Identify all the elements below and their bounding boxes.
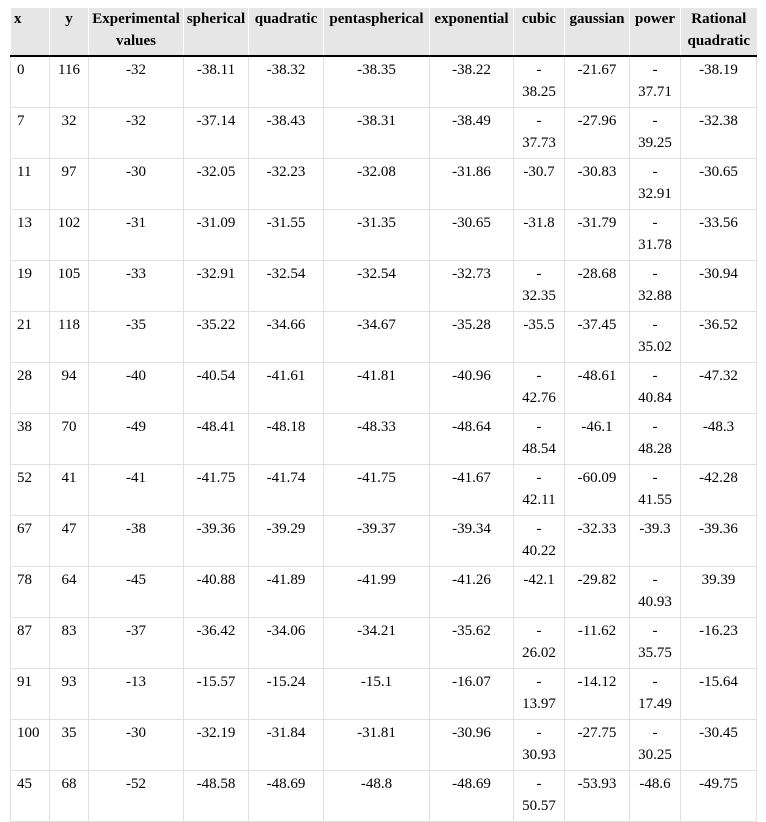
cell-x: 7: [11, 108, 50, 159]
cell-quadratic: -38.43: [249, 108, 324, 159]
cell-exponential: -35.62: [430, 618, 514, 669]
cell-spherical: -32.91: [184, 261, 249, 312]
cell-exponential: -30.96: [430, 720, 514, 771]
cell-cubic: - 26.02: [514, 618, 565, 669]
cell-rational-quadratic: -39.36: [681, 516, 757, 567]
cell-cubic: -42.1: [514, 567, 565, 618]
cell-y: 93: [50, 669, 89, 720]
cell-x: 87: [11, 618, 50, 669]
cell-cubic: - 32.35: [514, 261, 565, 312]
cell-experimental: -13: [89, 669, 184, 720]
cell-spherical: -31.09: [184, 210, 249, 261]
cell-pentaspherical: -48.8: [324, 771, 430, 822]
cell-y: 94: [50, 363, 89, 414]
table-row: [11, 516, 757, 567]
table-row: [11, 567, 757, 618]
table-row: [11, 363, 757, 414]
cell-quadratic: -38.32: [249, 56, 324, 108]
cell-rational-quadratic: -48.3: [681, 414, 757, 465]
table-row: [11, 618, 757, 669]
cell-pentaspherical: -38.31: [324, 108, 430, 159]
cell-pentaspherical: -34.21: [324, 618, 430, 669]
cell-power: - 35.02: [630, 312, 681, 363]
header-exponential: exponential: [430, 8, 514, 56]
cell-rational-quadratic: -30.94: [681, 261, 757, 312]
cell-x: 52: [11, 465, 50, 516]
variogram-comparison-table: [10, 8, 757, 822]
cell-quadratic: -31.55: [249, 210, 324, 261]
cell-experimental: -31: [89, 210, 184, 261]
cell-pentaspherical: -48.33: [324, 414, 430, 465]
header-power: power: [630, 8, 681, 56]
cell-x: 0: [11, 56, 50, 108]
cell-exponential: -48.69: [430, 771, 514, 822]
cell-quadratic: -15.24: [249, 669, 324, 720]
cell-pentaspherical: -32.54: [324, 261, 430, 312]
table-row: [11, 465, 757, 516]
cell-pentaspherical: -31.81: [324, 720, 430, 771]
cell-quadratic: -48.18: [249, 414, 324, 465]
cell-gaussian: -14.12: [565, 669, 630, 720]
cell-power: - 48.28: [630, 414, 681, 465]
cell-cubic: - 40.22: [514, 516, 565, 567]
cell-quadratic: -32.54: [249, 261, 324, 312]
cell-experimental: -52: [89, 771, 184, 822]
cell-power: - 37.71: [630, 56, 681, 108]
cell-quadratic: -34.06: [249, 618, 324, 669]
cell-rational-quadratic: -33.56: [681, 210, 757, 261]
cell-x: 13: [11, 210, 50, 261]
table-row: [11, 108, 757, 159]
cell-power: - 17.49: [630, 669, 681, 720]
cell-y: 97: [50, 159, 89, 210]
cell-exponential: -31.86: [430, 159, 514, 210]
cell-spherical: -40.88: [184, 567, 249, 618]
cell-rational-quadratic: -38.19: [681, 56, 757, 108]
cell-spherical: -48.58: [184, 771, 249, 822]
table-row: [11, 720, 757, 771]
cell-experimental: -45: [89, 567, 184, 618]
cell-gaussian: -27.75: [565, 720, 630, 771]
cell-experimental: -37: [89, 618, 184, 669]
cell-y: 47: [50, 516, 89, 567]
cell-pentaspherical: -39.37: [324, 516, 430, 567]
cell-exponential: -39.34: [430, 516, 514, 567]
cell-gaussian: -53.93: [565, 771, 630, 822]
header-pentaspherical: pentaspherical: [324, 8, 430, 56]
cell-gaussian: -37.45: [565, 312, 630, 363]
cell-spherical: -41.75: [184, 465, 249, 516]
cell-exponential: -40.96: [430, 363, 514, 414]
cell-y: 83: [50, 618, 89, 669]
cell-quadratic: -32.23: [249, 159, 324, 210]
cell-rational-quadratic: -30.65: [681, 159, 757, 210]
cell-experimental: -32: [89, 108, 184, 159]
cell-gaussian: -30.83: [565, 159, 630, 210]
cell-x: 21: [11, 312, 50, 363]
cell-cubic: - 48.54: [514, 414, 565, 465]
cell-experimental: -32: [89, 56, 184, 108]
cell-exponential: -35.28: [430, 312, 514, 363]
cell-x: 19: [11, 261, 50, 312]
cell-rational-quadratic: -36.52: [681, 312, 757, 363]
cell-power: - 41.55: [630, 465, 681, 516]
cell-rational-quadratic: -30.45: [681, 720, 757, 771]
cell-exponential: -16.07: [430, 669, 514, 720]
cell-pentaspherical: -41.99: [324, 567, 430, 618]
cell-rational-quadratic: 39.39: [681, 567, 757, 618]
header-experimental-values: Experimental values: [89, 8, 184, 56]
cell-rational-quadratic: -32.38: [681, 108, 757, 159]
cell-power: - 40.93: [630, 567, 681, 618]
cell-quadratic: -41.61: [249, 363, 324, 414]
cell-spherical: -38.11: [184, 56, 249, 108]
cell-cubic: - 38.25: [514, 56, 565, 108]
cell-rational-quadratic: -16.23: [681, 618, 757, 669]
cell-experimental: -35: [89, 312, 184, 363]
table-row: [11, 669, 757, 720]
cell-x: 67: [11, 516, 50, 567]
cell-y: 68: [50, 771, 89, 822]
cell-y: 32: [50, 108, 89, 159]
header-rational-quadratic: Rational quadratic: [681, 8, 757, 56]
cell-gaussian: -29.82: [565, 567, 630, 618]
cell-power: - 32.91: [630, 159, 681, 210]
cell-power: -48.6: [630, 771, 681, 822]
header-quadratic: quadratic: [249, 8, 324, 56]
cell-rational-quadratic: -49.75: [681, 771, 757, 822]
cell-exponential: -38.49: [430, 108, 514, 159]
cell-quadratic: -41.74: [249, 465, 324, 516]
cell-power: - 32.88: [630, 261, 681, 312]
table-row: [11, 56, 757, 108]
cell-cubic: - 13.97: [514, 669, 565, 720]
cell-quadratic: -31.84: [249, 720, 324, 771]
cell-power: - 39.25: [630, 108, 681, 159]
cell-power: - 31.78: [630, 210, 681, 261]
cell-y: 64: [50, 567, 89, 618]
cell-power: - 35.75: [630, 618, 681, 669]
cell-y: 41: [50, 465, 89, 516]
table-row: [11, 159, 757, 210]
cell-exponential: -32.73: [430, 261, 514, 312]
cell-gaussian: -27.96: [565, 108, 630, 159]
cell-gaussian: -60.09: [565, 465, 630, 516]
cell-experimental: -30: [89, 720, 184, 771]
cell-cubic: - 37.73: [514, 108, 565, 159]
data-table-container: [10, 8, 756, 822]
header-y: y: [50, 8, 89, 56]
cell-pentaspherical: -41.75: [324, 465, 430, 516]
cell-experimental: -30: [89, 159, 184, 210]
cell-exponential: -41.26: [430, 567, 514, 618]
cell-exponential: -48.64: [430, 414, 514, 465]
header-cubic: cubic: [514, 8, 565, 56]
cell-rational-quadratic: -47.32: [681, 363, 757, 414]
cell-y: 105: [50, 261, 89, 312]
cell-spherical: -48.41: [184, 414, 249, 465]
table-row: [11, 312, 757, 363]
cell-experimental: -33: [89, 261, 184, 312]
cell-exponential: -38.22: [430, 56, 514, 108]
cell-spherical: -15.57: [184, 669, 249, 720]
table-row: [11, 414, 757, 465]
cell-pentaspherical: -15.1: [324, 669, 430, 720]
cell-y: 102: [50, 210, 89, 261]
cell-pentaspherical: -38.35: [324, 56, 430, 108]
cell-x: 28: [11, 363, 50, 414]
cell-cubic: - 42.76: [514, 363, 565, 414]
cell-exponential: -30.65: [430, 210, 514, 261]
cell-gaussian: -11.62: [565, 618, 630, 669]
cell-x: 100: [11, 720, 50, 771]
cell-quadratic: -41.89: [249, 567, 324, 618]
header-gaussian: gaussian: [565, 8, 630, 56]
cell-gaussian: -28.68: [565, 261, 630, 312]
cell-cubic: - 30.93: [514, 720, 565, 771]
cell-rational-quadratic: -42.28: [681, 465, 757, 516]
cell-pentaspherical: -31.35: [324, 210, 430, 261]
cell-cubic: - 42.11: [514, 465, 565, 516]
cell-power: -39.3: [630, 516, 681, 567]
header-row: [11, 8, 757, 56]
cell-gaussian: -48.61: [565, 363, 630, 414]
cell-pentaspherical: -34.67: [324, 312, 430, 363]
cell-spherical: -37.14: [184, 108, 249, 159]
header-spherical: spherical: [184, 8, 249, 56]
cell-y: 35: [50, 720, 89, 771]
table-row: [11, 210, 757, 261]
cell-pentaspherical: -41.81: [324, 363, 430, 414]
cell-x: 11: [11, 159, 50, 210]
cell-spherical: -32.05: [184, 159, 249, 210]
cell-cubic: -30.7: [514, 159, 565, 210]
cell-x: 38: [11, 414, 50, 465]
cell-y: 70: [50, 414, 89, 465]
cell-spherical: -32.19: [184, 720, 249, 771]
cell-exponential: -41.67: [430, 465, 514, 516]
cell-x: 91: [11, 669, 50, 720]
cell-cubic: - 50.57: [514, 771, 565, 822]
cell-x: 45: [11, 771, 50, 822]
table-body: [11, 56, 757, 822]
cell-gaussian: -21.67: [565, 56, 630, 108]
cell-spherical: -35.22: [184, 312, 249, 363]
cell-power: - 30.25: [630, 720, 681, 771]
cell-y: 116: [50, 56, 89, 108]
cell-spherical: -36.42: [184, 618, 249, 669]
cell-power: - 40.84: [630, 363, 681, 414]
cell-quadratic: -34.66: [249, 312, 324, 363]
cell-cubic: -31.8: [514, 210, 565, 261]
cell-gaussian: -32.33: [565, 516, 630, 567]
cell-pentaspherical: -32.08: [324, 159, 430, 210]
cell-experimental: -40: [89, 363, 184, 414]
cell-quadratic: -39.29: [249, 516, 324, 567]
cell-quadratic: -48.69: [249, 771, 324, 822]
cell-rational-quadratic: -15.64: [681, 669, 757, 720]
cell-spherical: -39.36: [184, 516, 249, 567]
cell-x: 78: [11, 567, 50, 618]
cell-experimental: -41: [89, 465, 184, 516]
cell-y: 118: [50, 312, 89, 363]
cell-gaussian: -31.79: [565, 210, 630, 261]
cell-experimental: -38: [89, 516, 184, 567]
cell-spherical: -40.54: [184, 363, 249, 414]
cell-gaussian: -46.1: [565, 414, 630, 465]
table-row: [11, 771, 757, 822]
cell-experimental: -49: [89, 414, 184, 465]
cell-cubic: -35.5: [514, 312, 565, 363]
header-x: x: [11, 8, 50, 56]
table-row: [11, 261, 757, 312]
